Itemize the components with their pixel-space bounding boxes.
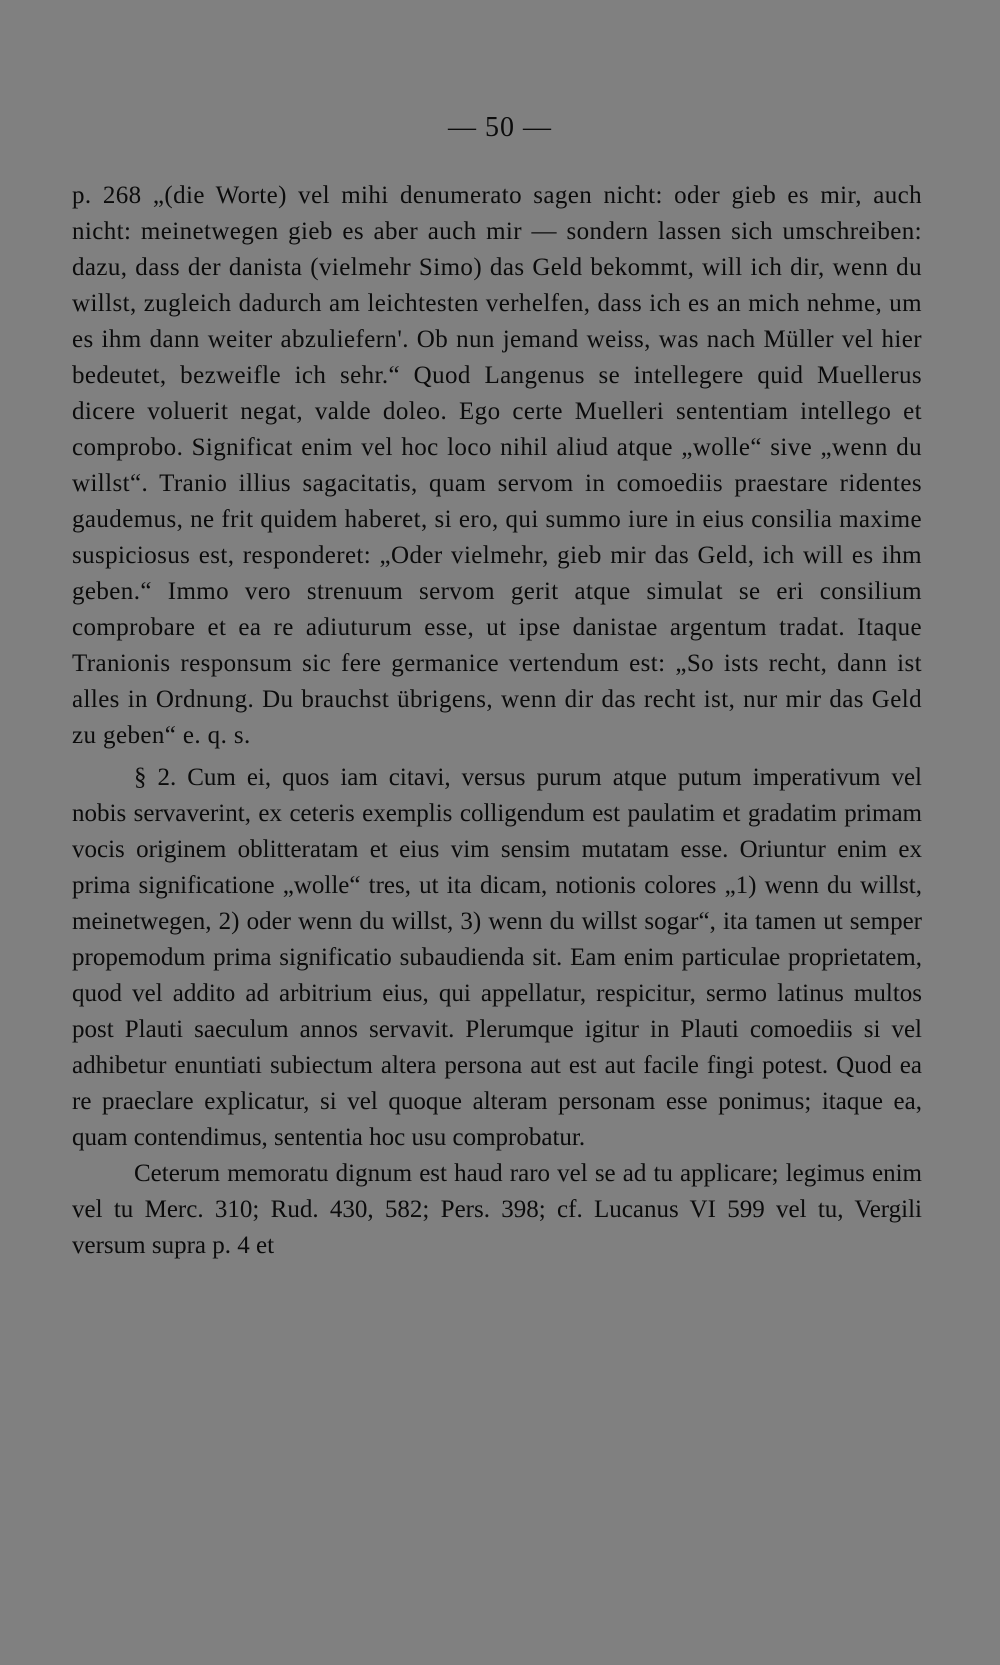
- paragraph: Ceterum memoratu dignum est haud raro vel se ad tu applicare; legimus enim vel tu Merc. 310; Rud. 430, 582; Pers. 398; cf. Lucanus VI 599 vel tu, Vergili versum supra p. 4 et: [72, 1160, 922, 1259]
- page-number: — 50 —: [448, 112, 552, 143]
- paragraph: p. 268 „(die Worte) vel mihi denumerato sagen nicht: oder gieb es mir, auch nicht: meinetwegen gieb es aber auch mir — sondern lassen sich umschreiben: dazu, dass der danista (vielmehr Simo) das Geld bekommt, will ich dir, wenn du willst, zugleich dadurch am leichtesten verhelfen, dass ich es an mich nehme, um es ihm dann weiter abzuliefern'. Ob nun jemand weiss, was nach Müller vel hier bedeutet, bezweifle ich sehr.“ Quod Langenus se intellegere quid Muellerus dicere voluerit negat, valde doleo. Ego certe Muelleri sententiam intellego et comprobo. Significat enim vel hoc loco nihil aliud atque „wolle“ sive „wenn du willst“. Tranio illius sagacitatis, quam servom in comoediis praestare ridentes gaudemus, ne frit quidem haberet, si ero, qui summo iure in eius consilia maxime suspiciosus est, responderet: „Oder vielmehr, gieb mir das Geld, ich will es ihm geben.“ Immo vero strenuum servom gerit atque simulat se eri consilium comprobare et ea re adiuturum esse, ut ipse danistae argentum tradat. Itaque Tranionis responsum sic fere germanice vertendum est: „So ists recht, dann ist alles in Ordnung. Du brauchst übrigens, wenn dir das recht ist, nur mir das Geld zu geben“ e. q. s.: [72, 182, 922, 749]
- body-text: [72, 178, 922, 1264]
- paragraph: § 2. Cum ei, quos iam citavi, versus purum atque putum imperativum vel nobis servaverint, ex ceteris exemplis colligendum est paulatim et gradatim primam vocis originem oblitteratam et eius vim sensim mutatam esse. Oriuntur enim ex prima significatione „wolle“ tres, ut ita dicam, notionis colores „1) wenn du willst, meinetwegen, 2) oder wenn du willst, 3) wenn du willst sogar“, ita tamen ut semper propemodum prima significatio subaudienda sit. Eam enim particulae proprietatem, quod vel addito ad arbitrium eius, qui appellatur, respicitur, sermo latinus multos post Plauti saeculum annos servavit. Plerumque igitur in Plauti comoediis si vel adhibetur enuntiati subiectum altera persona aut est aut facile fingi potest. Quod ea re praeclare explicatur, si vel quoque alteram personam esse ponimus; itaque ea, quam contendimus, sententia hoc usu comprobatur.: [72, 764, 922, 1151]
